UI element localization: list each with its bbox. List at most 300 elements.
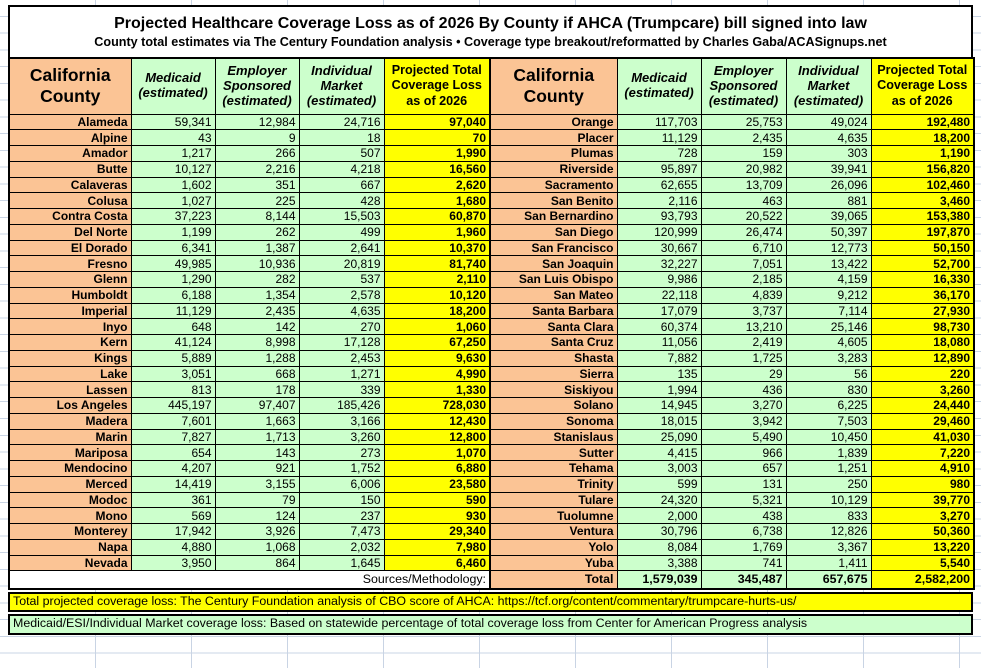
- table-row: [9, 508, 974, 524]
- employer-cell: 7,051: [701, 256, 786, 272]
- individual-cell: 1,752: [299, 461, 384, 477]
- header-total-right: Projected Total Coverage Loss as of 2026: [871, 58, 974, 114]
- medicaid-cell: 3,003: [617, 461, 701, 477]
- county-cell: El Dorado: [9, 240, 131, 256]
- employer-cell: 20,522: [701, 209, 786, 225]
- employer-cell: 25,753: [701, 114, 786, 130]
- projected-total-cell: 16,560: [384, 161, 490, 177]
- medicaid-cell: 361: [131, 492, 215, 508]
- individual-cell: 185,426: [299, 398, 384, 414]
- individual-cell: 56: [786, 366, 871, 382]
- medicaid-cell: 4,415: [617, 445, 701, 461]
- projected-total-cell: 97,040: [384, 114, 490, 130]
- employer-cell: 3,270: [701, 398, 786, 414]
- employer-cell: 436: [701, 382, 786, 398]
- footnote-breakout-source: Medicaid/ESI/Individual Market coverage loss: Based on statewide percentage of total coverage loss from Center for American Progress analysis: [8, 614, 973, 635]
- employer-cell: 1,725: [701, 350, 786, 366]
- employer-cell: 3,942: [701, 413, 786, 429]
- individual-cell: 3,283: [786, 350, 871, 366]
- county-cell: Yolo: [490, 539, 617, 555]
- individual-cell: 24,716: [299, 114, 384, 130]
- individual-cell: 3,367: [786, 539, 871, 555]
- table-footer: [9, 571, 974, 589]
- table-row: [9, 398, 974, 414]
- projected-total-cell: 156,820: [871, 161, 974, 177]
- county-cell: Calaveras: [9, 177, 131, 193]
- individual-cell: 2,032: [299, 539, 384, 555]
- county-cell: Lake: [9, 366, 131, 382]
- table-row: [9, 224, 974, 240]
- projected-total-cell: 1,990: [384, 146, 490, 162]
- medicaid-cell: 37,223: [131, 209, 215, 225]
- employer-cell: 2,435: [215, 303, 299, 319]
- county-cell: Fresno: [9, 256, 131, 272]
- employer-cell: 438: [701, 508, 786, 524]
- projected-total-cell: 2,110: [384, 272, 490, 288]
- individual-cell: 2,578: [299, 287, 384, 303]
- county-cell: Modoc: [9, 492, 131, 508]
- individual-cell: 6,006: [299, 476, 384, 492]
- table-row: [9, 256, 974, 272]
- projected-total-cell: 930: [384, 508, 490, 524]
- county-cell: Alameda: [9, 114, 131, 130]
- employer-cell: 1,288: [215, 350, 299, 366]
- employer-cell: 921: [215, 461, 299, 477]
- employer-cell: 966: [701, 445, 786, 461]
- county-cell: Butte: [9, 161, 131, 177]
- table-row: [9, 161, 974, 177]
- total-label: Total: [490, 571, 617, 589]
- projected-total-cell: 67,250: [384, 335, 490, 351]
- table-row: [9, 335, 974, 351]
- employer-cell: 2,185: [701, 272, 786, 288]
- employer-cell: 1,354: [215, 287, 299, 303]
- individual-cell: 7,473: [299, 524, 384, 540]
- employer-cell: 97,407: [215, 398, 299, 414]
- medicaid-cell: 14,419: [131, 476, 215, 492]
- individual-cell: 10,450: [786, 429, 871, 445]
- projected-total-cell: 3,460: [871, 193, 974, 209]
- projected-total-cell: 9,630: [384, 350, 490, 366]
- projected-total-cell: 1,330: [384, 382, 490, 398]
- employer-cell: 29: [701, 366, 786, 382]
- projected-total-cell: 98,730: [871, 319, 974, 335]
- individual-cell: 39,941: [786, 161, 871, 177]
- individual-cell: 7,503: [786, 413, 871, 429]
- medicaid-cell: 728: [617, 146, 701, 162]
- county-cell: Sutter: [490, 445, 617, 461]
- employer-cell: 9: [215, 130, 299, 146]
- projected-total-cell: 4,990: [384, 366, 490, 382]
- county-cell: San Francisco: [490, 240, 617, 256]
- individual-cell: 1,645: [299, 555, 384, 571]
- table-row: [9, 146, 974, 162]
- table-body: [9, 114, 974, 571]
- table-row: [9, 272, 974, 288]
- medicaid-cell: 17,942: [131, 524, 215, 540]
- employer-cell: 8,998: [215, 335, 299, 351]
- medicaid-cell: 2,116: [617, 193, 701, 209]
- projected-total-cell: 10,370: [384, 240, 490, 256]
- medicaid-cell: 6,188: [131, 287, 215, 303]
- header-row: [9, 58, 974, 114]
- medicaid-cell: 1,217: [131, 146, 215, 162]
- county-cell: Solano: [490, 398, 617, 414]
- projected-total-cell: 220: [871, 366, 974, 382]
- individual-cell: 499: [299, 224, 384, 240]
- county-cell: San Mateo: [490, 287, 617, 303]
- county-cell: Kings: [9, 350, 131, 366]
- medicaid-cell: 3,388: [617, 555, 701, 571]
- employer-cell: 864: [215, 555, 299, 571]
- medicaid-cell: 11,056: [617, 335, 701, 351]
- employer-cell: 741: [701, 555, 786, 571]
- county-cell: Sonoma: [490, 413, 617, 429]
- individual-cell: 150: [299, 492, 384, 508]
- employer-cell: 79: [215, 492, 299, 508]
- individual-cell: 830: [786, 382, 871, 398]
- individual-cell: 4,218: [299, 161, 384, 177]
- county-cell: Marin: [9, 429, 131, 445]
- medicaid-cell: 8,084: [617, 539, 701, 555]
- table-row: [9, 413, 974, 429]
- county-cell: Humboldt: [9, 287, 131, 303]
- individual-cell: 1,251: [786, 461, 871, 477]
- county-cell: Siskiyou: [490, 382, 617, 398]
- projected-total-cell: 7,980: [384, 539, 490, 555]
- county-cell: Mono: [9, 508, 131, 524]
- individual-cell: 25,146: [786, 319, 871, 335]
- employer-cell: 2,419: [701, 335, 786, 351]
- medicaid-cell: 7,882: [617, 350, 701, 366]
- employer-cell: 143: [215, 445, 299, 461]
- table-row: [9, 476, 974, 492]
- projected-total-cell: 1,680: [384, 193, 490, 209]
- county-cell: Mariposa: [9, 445, 131, 461]
- county-cell: Santa Cruz: [490, 335, 617, 351]
- projected-total-cell: 197,870: [871, 224, 974, 240]
- footnote-total-source: Total projected coverage loss: The Century Foundation analysis of CBO score of AHCA: https://tcf.org/content/commentary/trumpcare-hurts-us/: [8, 592, 973, 613]
- employer-cell: 225: [215, 193, 299, 209]
- individual-cell: 17,128: [299, 335, 384, 351]
- totals-row: [9, 571, 974, 589]
- medicaid-cell: 11,129: [131, 303, 215, 319]
- medicaid-cell: 648: [131, 319, 215, 335]
- medicaid-cell: 4,207: [131, 461, 215, 477]
- medicaid-cell: 10,127: [131, 161, 215, 177]
- county-cell: Contra Costa: [9, 209, 131, 225]
- individual-cell: 3,166: [299, 413, 384, 429]
- individual-cell: 428: [299, 193, 384, 209]
- county-cell: Inyo: [9, 319, 131, 335]
- medicaid-cell: 654: [131, 445, 215, 461]
- medicaid-cell: 6,341: [131, 240, 215, 256]
- medicaid-cell: 599: [617, 476, 701, 492]
- medicaid-cell: 49,985: [131, 256, 215, 272]
- employer-cell: 5,490: [701, 429, 786, 445]
- header-individual-right: Individual Market (estimated): [786, 58, 871, 114]
- county-cell: Alpine: [9, 130, 131, 146]
- projected-total-cell: 1,960: [384, 224, 490, 240]
- employer-cell: 2,216: [215, 161, 299, 177]
- projected-total-cell: 10,120: [384, 287, 490, 303]
- county-cell: Nevada: [9, 555, 131, 571]
- county-cell: Monterey: [9, 524, 131, 540]
- projected-total-cell: 13,220: [871, 539, 974, 555]
- table-row: [9, 445, 974, 461]
- projected-total-cell: 41,030: [871, 429, 974, 445]
- county-cell: Yuba: [490, 555, 617, 571]
- medicaid-cell: 62,655: [617, 177, 701, 193]
- county-cell: Tulare: [490, 492, 617, 508]
- medicaid-cell: 95,897: [617, 161, 701, 177]
- individual-cell: 50,397: [786, 224, 871, 240]
- total-employer-cell: 345,487: [701, 571, 786, 589]
- individual-cell: 15,503: [299, 209, 384, 225]
- county-cell: San Bernardino: [490, 209, 617, 225]
- projected-total-cell: 18,200: [871, 130, 974, 146]
- medicaid-cell: 445,197: [131, 398, 215, 414]
- projected-total-cell: 39,770: [871, 492, 974, 508]
- table-row: [9, 319, 974, 335]
- county-cell: Trinity: [490, 476, 617, 492]
- medicaid-cell: 1,290: [131, 272, 215, 288]
- county-cell: Ventura: [490, 524, 617, 540]
- projected-total-cell: 12,890: [871, 350, 974, 366]
- county-cell: Glenn: [9, 272, 131, 288]
- table-row: [9, 492, 974, 508]
- medicaid-cell: 3,051: [131, 366, 215, 382]
- county-cell: Placer: [490, 130, 617, 146]
- medicaid-cell: 60,374: [617, 319, 701, 335]
- individual-cell: 6,225: [786, 398, 871, 414]
- county-cell: Kern: [9, 335, 131, 351]
- employer-cell: 1,068: [215, 539, 299, 555]
- projected-total-cell: 70: [384, 130, 490, 146]
- projected-total-cell: 6,460: [384, 555, 490, 571]
- projected-total-cell: 1,060: [384, 319, 490, 335]
- individual-cell: 4,159: [786, 272, 871, 288]
- county-cell: San Luis Obispo: [490, 272, 617, 288]
- individual-cell: 2,641: [299, 240, 384, 256]
- projected-total-cell: 27,930: [871, 303, 974, 319]
- medicaid-cell: 2,000: [617, 508, 701, 524]
- medicaid-cell: 24,320: [617, 492, 701, 508]
- medicaid-cell: 30,796: [617, 524, 701, 540]
- employer-cell: 142: [215, 319, 299, 335]
- table-row: [9, 555, 974, 571]
- medicaid-cell: 1,994: [617, 382, 701, 398]
- county-cell: San Diego: [490, 224, 617, 240]
- individual-cell: 10,129: [786, 492, 871, 508]
- projected-total-cell: 7,220: [871, 445, 974, 461]
- header-county-right: California County: [490, 58, 617, 114]
- employer-cell: 6,710: [701, 240, 786, 256]
- county-cell: Santa Barbara: [490, 303, 617, 319]
- employer-cell: 3,155: [215, 476, 299, 492]
- medicaid-cell: 25,090: [617, 429, 701, 445]
- individual-cell: 4,635: [786, 130, 871, 146]
- table-row: [9, 209, 974, 225]
- county-cell: Sacramento: [490, 177, 617, 193]
- page-title: Projected Healthcare Coverage Loss as of 2026 By County if AHCA (Trumpcare) bill signed into law: [114, 15, 867, 32]
- medicaid-cell: 59,341: [131, 114, 215, 130]
- projected-total-cell: 36,170: [871, 287, 974, 303]
- individual-cell: 13,422: [786, 256, 871, 272]
- individual-cell: 270: [299, 319, 384, 335]
- employer-cell: 2,435: [701, 130, 786, 146]
- projected-total-cell: 590: [384, 492, 490, 508]
- table-row: [9, 366, 974, 382]
- individual-cell: 1,839: [786, 445, 871, 461]
- medicaid-cell: 22,118: [617, 287, 701, 303]
- employer-cell: 124: [215, 508, 299, 524]
- county-cell: Mendocino: [9, 461, 131, 477]
- county-cell: Plumas: [490, 146, 617, 162]
- header-medicaid-right: Medicaid (estimated): [617, 58, 701, 114]
- projected-total-cell: 1,070: [384, 445, 490, 461]
- county-cell: Riverside: [490, 161, 617, 177]
- projected-total-cell: 29,460: [871, 413, 974, 429]
- total-individual-cell: 657,675: [786, 571, 871, 589]
- projected-total-cell: 3,260: [871, 382, 974, 398]
- employer-cell: 26,474: [701, 224, 786, 240]
- projected-total-cell: 50,150: [871, 240, 974, 256]
- county-cell: Colusa: [9, 193, 131, 209]
- projected-total-cell: 102,460: [871, 177, 974, 193]
- individual-cell: 12,773: [786, 240, 871, 256]
- medicaid-cell: 1,602: [131, 177, 215, 193]
- projected-total-cell: 12,430: [384, 413, 490, 429]
- projected-total-cell: 4,910: [871, 461, 974, 477]
- county-cell: San Joaquin: [490, 256, 617, 272]
- projected-total-cell: 5,540: [871, 555, 974, 571]
- individual-cell: 339: [299, 382, 384, 398]
- individual-cell: 49,024: [786, 114, 871, 130]
- medicaid-cell: 3,950: [131, 555, 215, 571]
- medicaid-cell: 7,827: [131, 429, 215, 445]
- individual-cell: 1,271: [299, 366, 384, 382]
- projected-total-cell: 29,340: [384, 524, 490, 540]
- table-row: [9, 303, 974, 319]
- employer-cell: 13,210: [701, 319, 786, 335]
- medicaid-cell: 43: [131, 130, 215, 146]
- individual-cell: 4,635: [299, 303, 384, 319]
- individual-cell: 18: [299, 130, 384, 146]
- individual-cell: 7,114: [786, 303, 871, 319]
- employer-cell: 10,936: [215, 256, 299, 272]
- county-cell: Santa Clara: [490, 319, 617, 335]
- page-subtitle: County total estimates via The Century Foundation analysis • Coverage type breakout/reformatted by Charles Gaba/ACASignups.net: [94, 35, 887, 50]
- individual-cell: 9,212: [786, 287, 871, 303]
- employer-cell: 4,839: [701, 287, 786, 303]
- projected-total-cell: 12,800: [384, 429, 490, 445]
- projected-total-cell: 728,030: [384, 398, 490, 414]
- projected-total-cell: 60,870: [384, 209, 490, 225]
- county-cell: Stanislaus: [490, 429, 617, 445]
- employer-cell: 668: [215, 366, 299, 382]
- county-cell: Sierra: [490, 366, 617, 382]
- county-cell: Imperial: [9, 303, 131, 319]
- header-medicaid-left: Medicaid (estimated): [131, 58, 215, 114]
- employer-cell: 1,663: [215, 413, 299, 429]
- projected-total-cell: 980: [871, 476, 974, 492]
- table-row: [9, 130, 974, 146]
- employer-cell: 159: [701, 146, 786, 162]
- medicaid-cell: 30,667: [617, 240, 701, 256]
- projected-total-cell: 81,740: [384, 256, 490, 272]
- medicaid-cell: 4,880: [131, 539, 215, 555]
- employer-cell: 266: [215, 146, 299, 162]
- individual-cell: 4,605: [786, 335, 871, 351]
- county-cell: Shasta: [490, 350, 617, 366]
- employer-cell: 282: [215, 272, 299, 288]
- individual-cell: 20,819: [299, 256, 384, 272]
- employer-cell: 20,982: [701, 161, 786, 177]
- county-cell: Napa: [9, 539, 131, 555]
- table-row: [9, 193, 974, 209]
- medicaid-cell: 14,945: [617, 398, 701, 414]
- individual-cell: 237: [299, 508, 384, 524]
- total-coverage-loss-cell: 2,582,200: [871, 571, 974, 589]
- employer-cell: 3,926: [215, 524, 299, 540]
- table-row: [9, 287, 974, 303]
- medicaid-cell: 41,124: [131, 335, 215, 351]
- employer-cell: 8,144: [215, 209, 299, 225]
- projected-total-cell: 192,480: [871, 114, 974, 130]
- projected-total-cell: 6,880: [384, 461, 490, 477]
- projected-total-cell: 153,380: [871, 209, 974, 225]
- employer-cell: 3,737: [701, 303, 786, 319]
- individual-cell: 537: [299, 272, 384, 288]
- employer-cell: 178: [215, 382, 299, 398]
- total-medicaid-cell: 1,579,039: [617, 571, 701, 589]
- medicaid-cell: 32,227: [617, 256, 701, 272]
- table-row: [9, 461, 974, 477]
- employer-cell: 463: [701, 193, 786, 209]
- table-row: [9, 177, 974, 193]
- employer-cell: 5,321: [701, 492, 786, 508]
- medicaid-cell: 11,129: [617, 130, 701, 146]
- individual-cell: 250: [786, 476, 871, 492]
- table-row: [9, 114, 974, 130]
- medicaid-cell: 5,889: [131, 350, 215, 366]
- county-cell: Tehama: [490, 461, 617, 477]
- individual-cell: 667: [299, 177, 384, 193]
- county-cell: Los Angeles: [9, 398, 131, 414]
- medicaid-cell: 117,703: [617, 114, 701, 130]
- projected-total-cell: 3,270: [871, 508, 974, 524]
- header-county-left: California County: [9, 58, 131, 114]
- sources-methodology-label: Sources/Methodology:: [9, 571, 490, 589]
- header-employer-left: Employer Sponsored (estimated): [215, 58, 299, 114]
- title-box: [8, 5, 973, 59]
- county-cell: Orange: [490, 114, 617, 130]
- projected-total-cell: 18,080: [871, 335, 974, 351]
- individual-cell: 3,260: [299, 429, 384, 445]
- employer-cell: 13,709: [701, 177, 786, 193]
- projected-total-cell: 50,360: [871, 524, 974, 540]
- medicaid-cell: 93,793: [617, 209, 701, 225]
- medicaid-cell: 7,601: [131, 413, 215, 429]
- sheet: [8, 5, 973, 635]
- employer-cell: 1,713: [215, 429, 299, 445]
- individual-cell: 507: [299, 146, 384, 162]
- county-cell: Amador: [9, 146, 131, 162]
- individual-cell: 303: [786, 146, 871, 162]
- medicaid-cell: 569: [131, 508, 215, 524]
- individual-cell: 26,096: [786, 177, 871, 193]
